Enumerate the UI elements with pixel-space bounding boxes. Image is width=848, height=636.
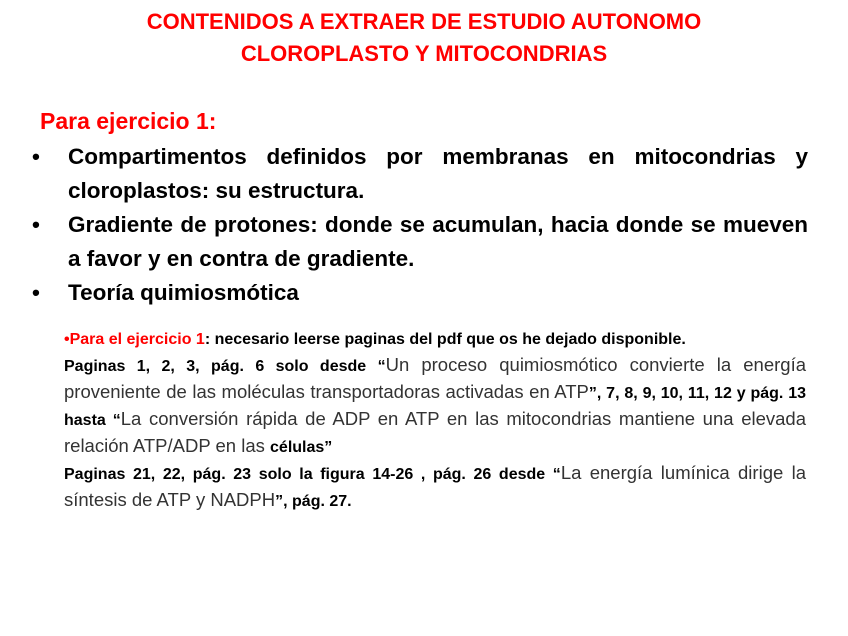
notes-pages-paragraph bbox=[64, 460, 806, 514]
pages-text: ”, 7, 8, 9, 10, 11, 12 y pág. 13 hasta “ bbox=[64, 385, 806, 429]
notes-pages-paragraph bbox=[64, 352, 806, 460]
quote-text: La energía lumínica dirige la síntesis de ATP y NADPH bbox=[64, 462, 806, 510]
pages-text: células” bbox=[270, 439, 333, 456]
quote-text: Un proceso quimiosmótico convierte la energía proveniente de las moléculas transportadoras activadas en ATP bbox=[64, 354, 807, 402]
notes-intro bbox=[64, 326, 806, 352]
notes-intro-text: : necesario leerse paginas del pdf que os he dejado disponible. bbox=[204, 331, 686, 348]
reading-notes bbox=[64, 326, 806, 514]
title-line-2: CLOROPLASTO Y MITOCONDRIAS bbox=[240, 41, 608, 66]
section-heading: Para ejercicio 1: bbox=[40, 108, 217, 134]
bullet-item: • Teoría quimiosmótica bbox=[30, 276, 808, 310]
title-line-1: CONTENIDOS A EXTRAER DE ESTUDIO AUTONOMO bbox=[146, 9, 702, 34]
bullet-item: • Gradiente de protones: donde se acumulan, hacia donde se mueven a favor y en contra de gradiente. bbox=[30, 208, 808, 276]
notes-intro-label: •Para el ejercicio 1 bbox=[64, 331, 205, 348]
quote-text: La conversión rápida de ADP en ATP en las mitocondrias mantiene una elevada relación ATP/ADP en las bbox=[64, 408, 806, 456]
bullet-list bbox=[30, 140, 808, 310]
pages-text: ”, pág. 27. bbox=[275, 493, 352, 510]
pages-text: Paginas 21, 22, pág. 23 solo la figura 14-26 , pág. 26 desde “ bbox=[64, 466, 561, 483]
pages-text: Paginas 1, 2, 3, pág. 6 solo desde “ bbox=[64, 358, 386, 375]
bullet-item: • Compartimentos definidos por membranas en mitocondrias y cloroplastos: su estructura. bbox=[30, 140, 808, 208]
